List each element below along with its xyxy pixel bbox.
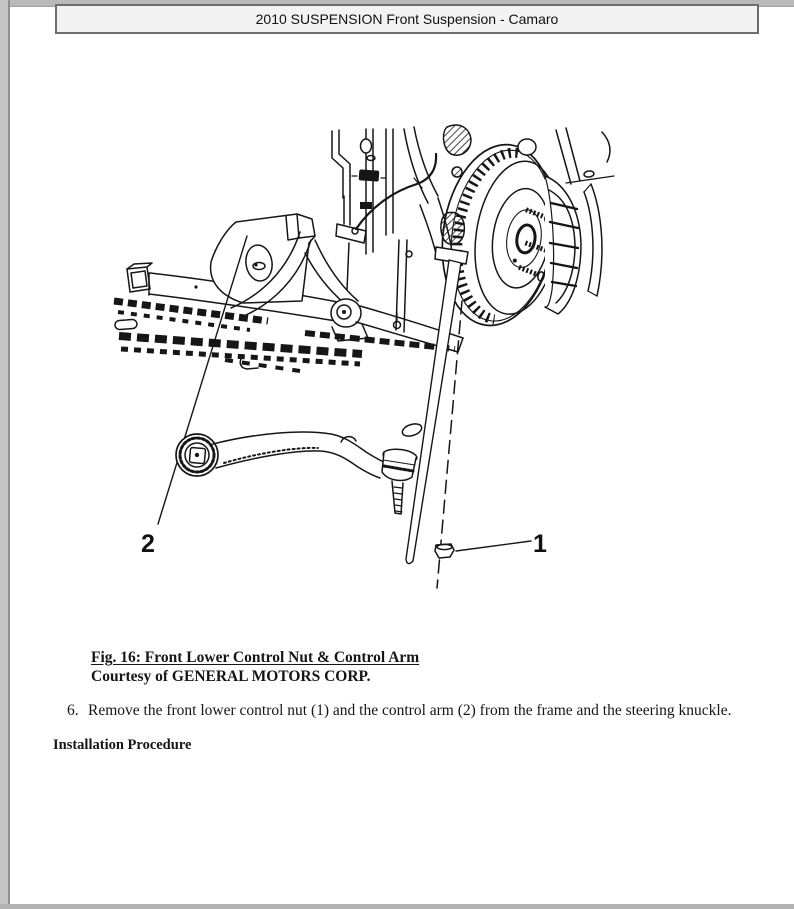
figure-caption-title: Fig. 16: Front Lower Control Nut & Control Arm (91, 649, 420, 666)
hose-grommet (518, 139, 536, 155)
brake-caliper (545, 128, 610, 314)
callout-label-2: 2 (141, 530, 155, 558)
upper-right-leader (566, 170, 614, 183)
step-text: Remove the front lower control nut (1) and the control arm (2) from the frame and the steering knuckle. (88, 702, 732, 719)
subframe-rails (114, 214, 463, 371)
figure-caption-courtesy: Courtesy of GENERAL MOTORS CORP. (91, 668, 371, 685)
page-header-title: 2010 SUSPENSION Front Suspension - Camaro (255, 11, 559, 27)
callout-label-1: 1 (533, 530, 547, 558)
callout-1-leader-line (456, 541, 531, 551)
section-heading: Installation Procedure (53, 737, 192, 753)
control-nut (435, 544, 454, 558)
step-number: 6. (67, 702, 79, 719)
figure-caption (91, 648, 419, 686)
suspension-line-art (114, 125, 614, 588)
lower-control-arm (176, 432, 418, 514)
strut-and-knuckle (332, 129, 436, 438)
